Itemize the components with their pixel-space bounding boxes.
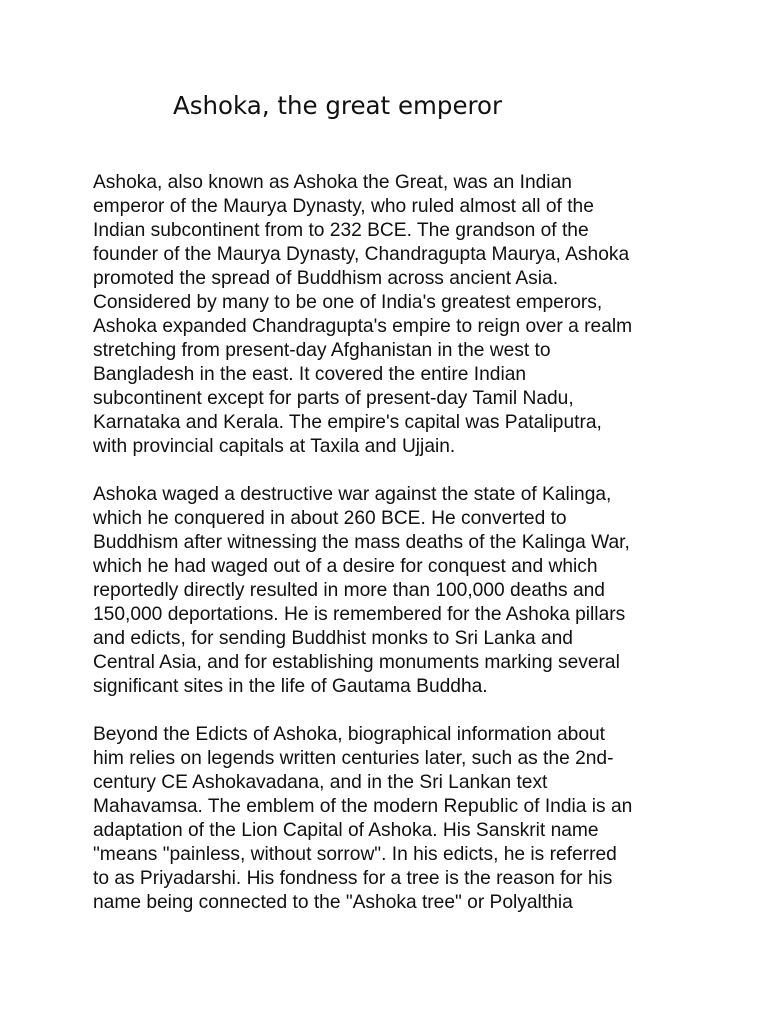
text-line: Ashoka waged a destructive war against the state of Kalinga, [93, 484, 612, 505]
text-line: Ashoka, also known as Ashoka the Great, was an Indian [93, 172, 572, 193]
document-body [93, 171, 683, 939]
document-title: Ashoka, the great emperor [173, 91, 503, 120]
text-line: adaptation of the Lion Capital of Ashoka. His Sanskrit name [93, 820, 599, 841]
text-line: Central Asia, and for establishing monuments marking several [93, 652, 620, 673]
text-line: with provincial capitals at Taxila and Ujjain. [93, 436, 456, 457]
text-line: Bangladesh in the east. It covered the entire Indian [93, 364, 527, 385]
text-line: stretching from present-day Afghanistan in the west to [93, 340, 551, 361]
text-line: Mahavamsa. The emblem of the modern Republic of India is an [93, 796, 633, 817]
text-line: "means "painless, without sorrow". In his edicts, he is referred [93, 844, 617, 865]
text-line: name being connected to the "Ashoka tree" or Polyalthia [93, 892, 573, 913]
text-line: promoted the spread of Buddhism across ancient Asia. [93, 268, 559, 289]
text-line: which he conquered in about 260 BCE. He converted to [93, 508, 567, 529]
text-line: century CE Ashokavadana, and in the Sri Lankan text [93, 772, 548, 793]
text-line: significant sites in the life of Gautama Buddha. [93, 676, 488, 697]
paragraph-3 [93, 723, 683, 915]
text-line: founder of the Maurya Dynasty, Chandragupta Maurya, Ashoka [93, 244, 630, 265]
text-line: and edicts, for sending Buddhist monks to Sri Lanka and [93, 628, 573, 649]
text-line: subcontinent except for parts of present-day Tamil Nadu, [93, 388, 574, 409]
text-line: reportedly directly resulted in more than 100,000 deaths and [93, 580, 605, 601]
text-line: Ashoka expanded Chandragupta's empire to reign over a realm [93, 316, 633, 337]
paragraph-2 [93, 483, 683, 699]
text-line: emperor of the Maurya Dynasty, who ruled almost all of the [93, 196, 594, 217]
text-line: Karnataka and Kerala. The empire's capital was Pataliputra, [93, 412, 602, 433]
text-line: Buddhism after witnessing the mass deaths of the Kalinga War, [93, 532, 630, 553]
text-line: Indian subcontinent from to 232 BCE. The grandson of the [93, 220, 589, 241]
paragraph-1 [93, 171, 683, 459]
text-line: to as Priyadarshi. His fondness for a tree is the reason for his [93, 868, 613, 889]
text-line: which he had waged out of a desire for conquest and which [93, 556, 598, 577]
text-line: 150,000 deportations. He is remembered for the Ashoka pillars [93, 604, 626, 625]
text-line: Beyond the Edicts of Ashoka, biographical information about [93, 724, 605, 745]
text-line: Considered by many to be one of India's greatest emperors, [93, 292, 603, 313]
text-line: him relies on legends written centuries later, such as the 2nd- [93, 748, 614, 769]
